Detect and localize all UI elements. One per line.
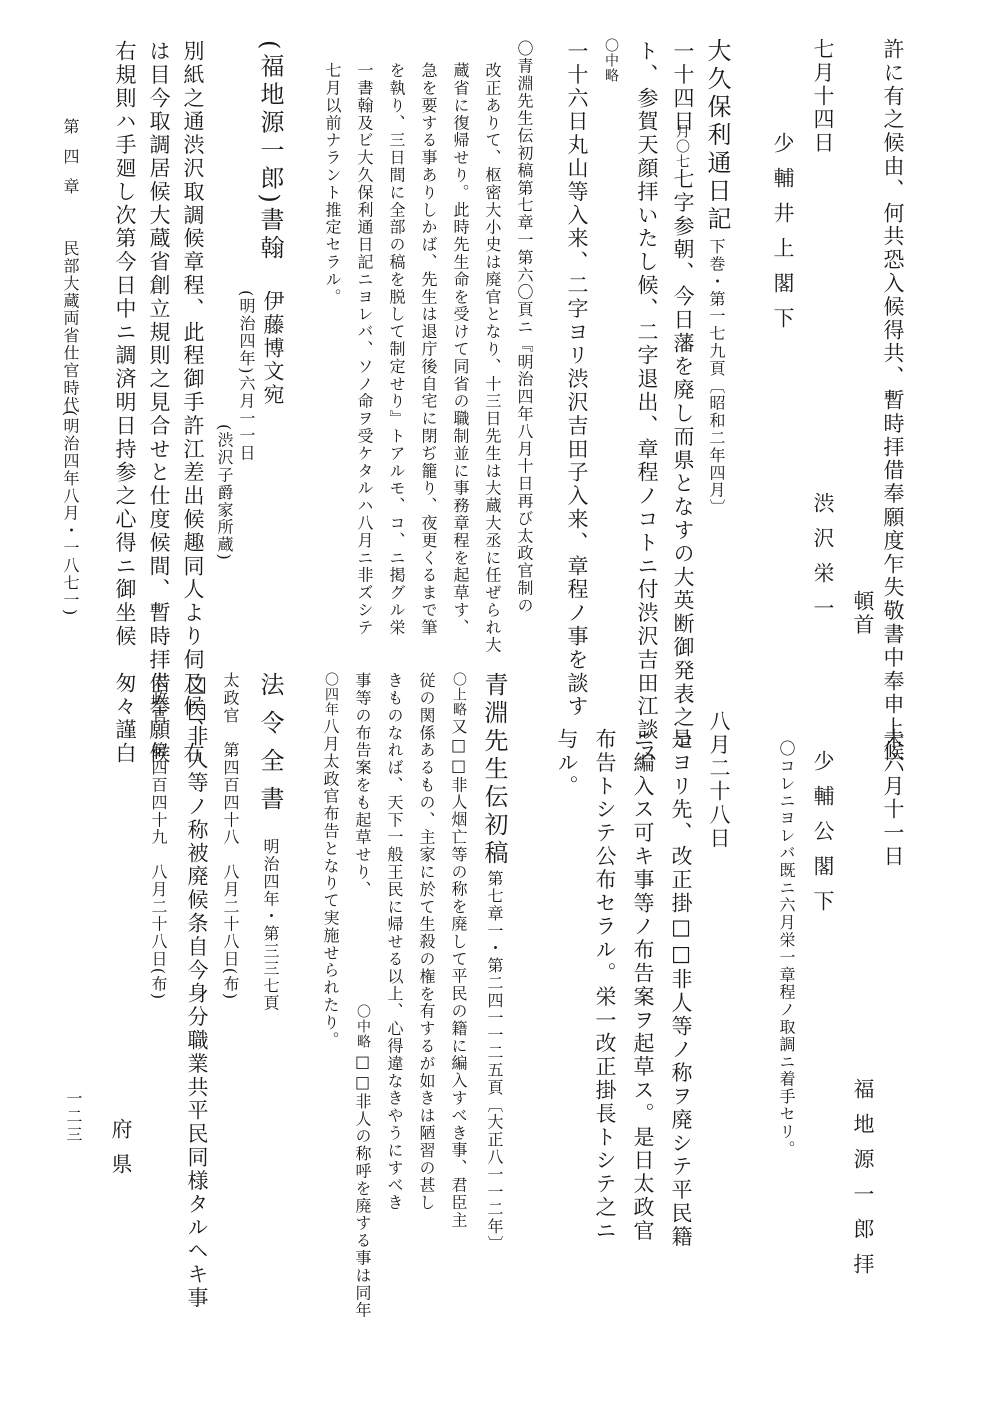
letter-addressee: 少輔井上閣下	[771, 132, 795, 342]
letter-line: 右規則ハ手廻し次第今日中ニ調済明日持参之心得ニ御坐候 匆々謹白	[113, 40, 137, 766]
diary-entry-16: 一十六日丸山等入来、二字ヨリ渋沢吉田子入来、章程ノ事を談す	[565, 40, 589, 719]
diary-title: 大久保利通日記	[703, 38, 731, 234]
letter-closing: 頓首	[851, 590, 875, 637]
fukuchi-date: 未六月十一日	[881, 728, 905, 869]
chapter-number: 第四章	[61, 118, 80, 208]
denki-line: 従の関係あるもの、主家に於て生殺の権を有するが如きは陋習の甚し	[417, 672, 436, 1212]
denki-source: 第七章一・第二四一一二五頁〔大正八一一二年〕	[485, 870, 504, 1253]
entry-text-line: 是ヨリ先、改正掛□□非人等ノ称ヲ廃シテ平民籍	[669, 728, 693, 1249]
entry-text-line: ニ編入ス可キ事等ノ布告案ヲ起草ス。是日太政官	[631, 728, 655, 1243]
horei-title: 法令全書	[256, 672, 284, 824]
page-number: 一二三	[64, 1090, 83, 1144]
horei-source: 明治四年・第三三七頁	[261, 838, 280, 1012]
chapter-title: 民部大蔵両省仕官時代	[61, 240, 80, 414]
entry-date: 八月二十八日	[707, 710, 731, 851]
denki-line: きものなれば、天下一般王民に帰せる以上、心得違なきやうにすべき	[385, 672, 404, 1212]
denki-year-note: 〇四年	[323, 672, 339, 717]
note-line: 改正ありて、枢密大小史は廃官となり、十三日先生は大蔵大丞に任ぜられ大	[483, 62, 502, 654]
letter-line: は目今取調居候大蔵省創立規則之見合せと仕度候間、暫時拝借奉願候	[147, 40, 171, 766]
diary-entry-14-text: 七字参朝、今日藩を廃し而県となすの大英断御発表之コ	[671, 168, 695, 753]
horei-line: 太政官 第四百四十九 八月二十八日(布)	[149, 672, 168, 1001]
note-line: 七月以前ナラント推定セラル。	[323, 62, 342, 306]
horei-line: 太政官 第四百四十八 八月二十八日(布)	[221, 672, 240, 1001]
denki-title: 青淵先生伝初稿	[480, 672, 508, 868]
chapter-period: (明治四年八月・一八七一)	[61, 410, 80, 617]
fukuchi-letter-heading: (福地源一郎)書翰	[256, 40, 284, 263]
note-line: 〇青淵先生伝初稿第七章一第六〇頁ニ『明治四年八月十日再び太政官制の	[515, 40, 534, 615]
diary-entry-14-cont: ト、参賀天顔拝いたし候、二字退出、章程ノコトニ付渋沢吉田江談ス	[635, 40, 659, 766]
denki-omission-mid: 〇中略	[355, 1004, 371, 1049]
denki-omission-top: 〇上略	[451, 672, 467, 717]
denki-line: □□非人の称呼を廃する事は同年	[353, 1052, 372, 1319]
denki-line: 事等の布告案をも起草せり、	[353, 672, 372, 899]
diary-source: 下巻・第一七九頁〔昭和二年四月〕	[707, 238, 726, 517]
fukuchi-note: 〇コレニヨレバ既ニ六月栄一章程ノ取調ニ着手セリ。	[777, 740, 796, 1158]
entry-text-line: 与ル。	[555, 728, 579, 799]
note-line: 蔵省に復帰せり。此時先生命を受けて同省の職制並に事務章程を起草す、	[451, 62, 470, 637]
denki-line: 八月太政官布告となりて実施せられたり。	[321, 718, 340, 1049]
note-line: 急を要する事ありしかば、先生は退庁後自宅に閉ぢ籠り、夜更くるまで筆	[419, 62, 438, 637]
fukuchi-signature: 福地源一郎拝	[851, 1078, 875, 1288]
fukuchi-letter-archive: (渋沢子爵家所蔵)	[215, 424, 234, 562]
diary-entry-14-note: 月〇七	[674, 124, 690, 169]
fukuchi-letter-date: (明治四年)六月一一日	[237, 290, 256, 462]
note-line: を執り、三日間に全部の稿を脱して制定せり』トアルモ、コ、ニ掲グル栄	[387, 62, 406, 637]
horei-line: □□非人等ノ称被廃候条自今身分職業共平民同様タルヘキ事	[185, 672, 209, 1310]
letter-date: 七月十四日	[811, 38, 835, 155]
letter-line: 別紙之通渋沢取調候章程、此程御手許江差出候趣同人より伺及候、右	[181, 40, 205, 766]
fukuchi-addressee: 少輔公閣下	[811, 750, 835, 925]
entry-text-line: 布告トシテ公布セラル。栄一改正掛長トシテ之ニ	[593, 728, 617, 1243]
letter-closing-line: 許に有之候由、何共恐入候得共、暫時拝借奉願度乍失敬書中奉申上候	[881, 38, 905, 764]
diary-entry-14-day: 一十四日	[671, 40, 695, 134]
diary-omission: 〇中略	[603, 38, 619, 83]
letter-sender: 渋沢栄一	[811, 492, 835, 632]
denki-line: 又□□非人烟亡等の称を廃して平民の籍に編入すべき事、君臣主	[449, 718, 468, 1229]
note-line: 一書翰及ビ大久保利通日記ニヨレバ、ソノ命ヲ受ケタルハ八月ニ非ズシテ	[355, 62, 374, 637]
fukuchi-letter-recipient: 伊藤博文宛	[261, 290, 285, 407]
horei-destination: 府県	[109, 1118, 133, 1188]
